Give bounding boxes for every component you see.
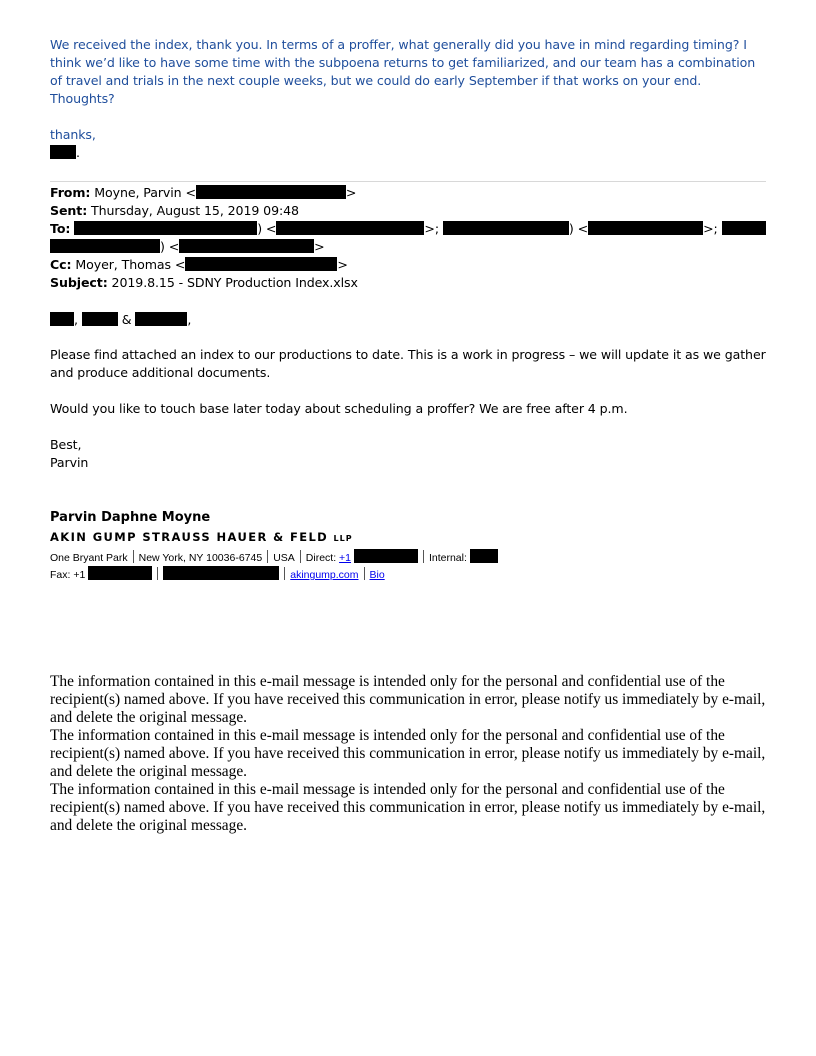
body-closing: Best, Parvin — [50, 437, 89, 470]
redaction-block — [82, 312, 118, 326]
greeting: , & , — [50, 311, 766, 329]
redaction-block — [185, 257, 337, 271]
separator — [423, 550, 424, 563]
reply-closing: thanks, — [50, 127, 96, 142]
redaction-block — [88, 566, 152, 580]
disclaimer-text: The information contained in this e-mail message is intended only for the personal and confidential use of the recipient(s) named above. If you have received this communication in error, please notify us immediately by e-mail, and delete the original message. — [50, 673, 766, 726]
redaction-block — [50, 312, 74, 326]
redaction-block — [50, 145, 76, 159]
redaction-block — [443, 221, 569, 235]
body-paragraph-1: Please find attached an index to our productions to date. This is a work in progress – we will update it as we gather and produce additional documents. — [50, 347, 766, 380]
redaction-block — [588, 221, 703, 235]
website-link[interactable]: akingump.com — [290, 569, 359, 581]
redaction-block — [179, 239, 314, 253]
redaction-block — [135, 312, 187, 326]
reply-message: We received the index, thank you. In terms of a proffer, what generally did you have in mind regarding timing? I think we’d like to have some time with the subpoena returns to get familiarized, and our team has a combination of travel and trials in the next couple weeks, but we could do early September if that works on your end. Thoughts? thanks, . — [50, 36, 766, 162]
separator — [300, 550, 301, 563]
disclaimer-text: The information contained in this e-mail message is intended only for the personal and confidential use of the recipient(s) named above. If you have received this communication in error, please notify us immediately by e-mail, and delete the original message. — [50, 781, 766, 834]
direct-phone-link[interactable]: +1 — [339, 552, 352, 564]
header-to: To: ) < >; ) < >; — [50, 220, 766, 238]
separator — [284, 567, 285, 580]
redaction-block — [470, 549, 498, 563]
redaction-block — [196, 185, 346, 199]
body-paragraph-2: Would you like to touch base later today about scheduling a proffer? We are free after 4 p.m. — [50, 401, 628, 416]
header-sent: Sent: Thursday, August 15, 2019 09:48 — [50, 203, 299, 218]
redaction-block — [276, 221, 424, 235]
redaction-block — [163, 566, 279, 580]
separator — [364, 567, 365, 580]
redaction-block — [74, 221, 257, 235]
header-from: From: Moyne, Parvin < > — [50, 185, 357, 200]
signature-fax-line: Fax: +1 akingump.com Bio — [50, 566, 385, 582]
separator — [267, 550, 268, 563]
header-cc: Cc: Moyer, Thomas < > — [50, 257, 348, 272]
signature-address-line: One Bryant Park New York, NY 10036-6745 USA Direct: +1 Internal: — [50, 549, 498, 565]
signature-firm: AKIN GUMP STRAUSS HAUER & FELD LLP — [50, 530, 353, 544]
redaction-block — [50, 239, 160, 253]
reply-paragraph: We received the index, thank you. In terms of a proffer, what generally did you have in mind regarding timing? I think we’d like to have some time with the subpoena returns to get familiarized, and our team has a combination of travel and trials in the next couple weeks, but we could do early September if that works on your end. Thoughts? — [50, 37, 756, 106]
message-divider — [50, 181, 766, 182]
separator — [133, 550, 134, 563]
bio-link[interactable]: Bio — [369, 569, 385, 581]
redaction-block — [354, 549, 418, 563]
redaction-block — [722, 221, 766, 235]
header-to-cont: ) < > — [50, 238, 766, 256]
signature-name: Parvin Daphne Moyne — [50, 510, 211, 525]
separator — [157, 567, 158, 580]
disclaimer-block — [50, 673, 766, 835]
disclaimer-text: The information contained in this e-mail message is intended only for the personal and confidential use of the recipient(s) named above. If you have received this communication in error, please notify us immediately by e-mail, and delete the original message. — [50, 727, 766, 780]
header-subject: Subject: 2019.8.15 - SDNY Production Index.xlsx — [50, 275, 358, 290]
